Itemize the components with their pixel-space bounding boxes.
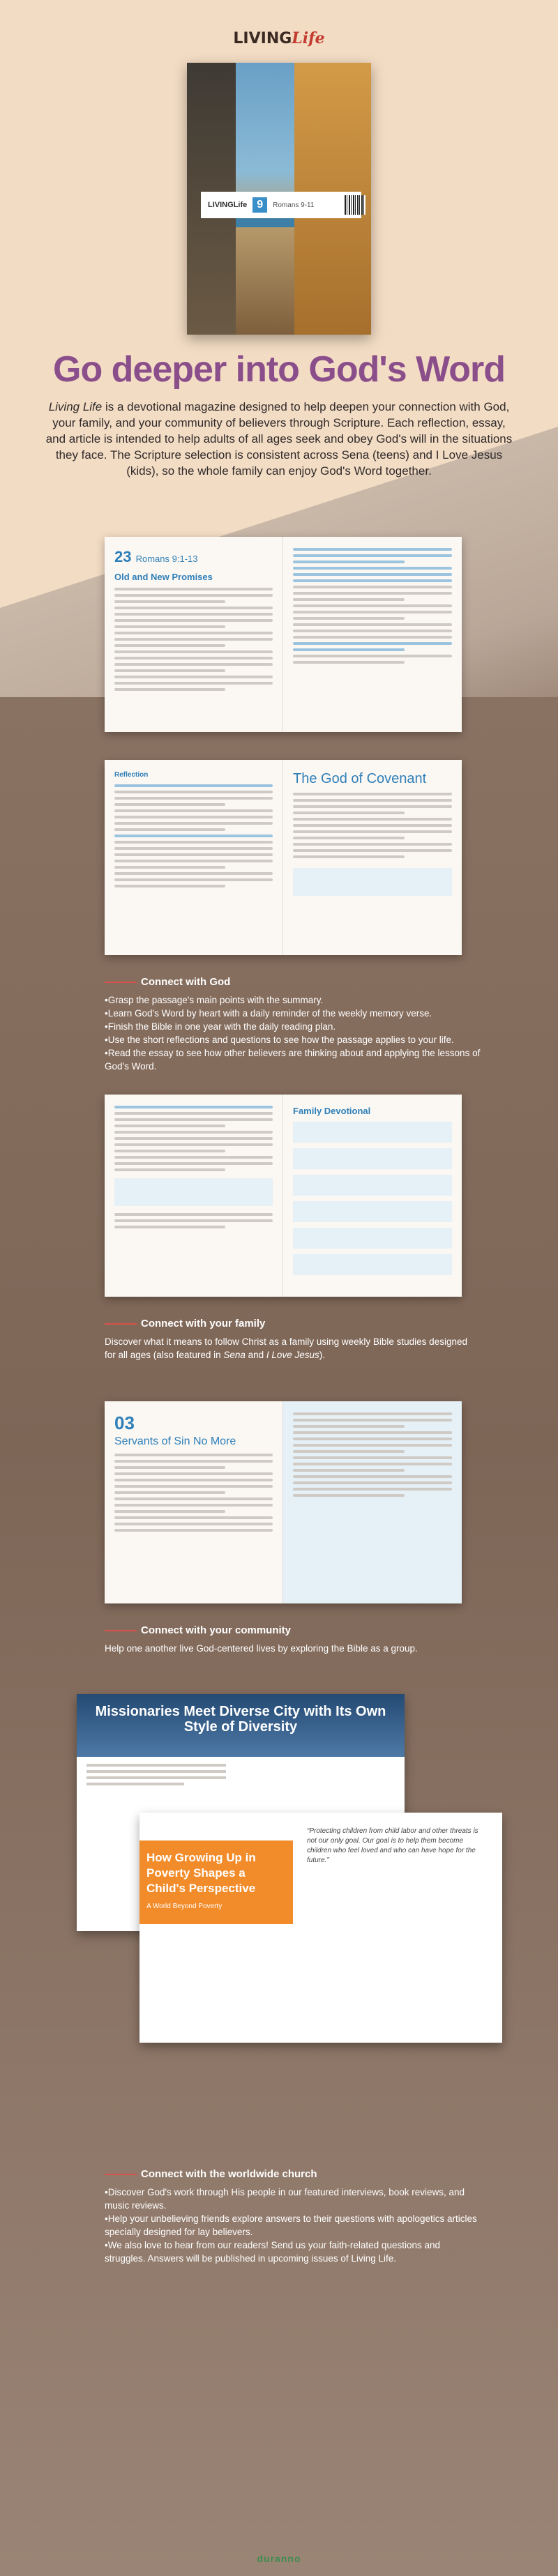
spread1-right-page [283, 537, 462, 732]
connect-god-bullet: • Finish the Bible in one year with the daily reading plan. [105, 1020, 481, 1033]
spread1-reference: Romans 9:1-13 [135, 554, 198, 564]
spread-reflection [105, 760, 462, 955]
spread3-left-page [105, 1095, 283, 1297]
page-headline: Go deeper into God's Word [53, 349, 505, 390]
spread4-title: Servants of Sin No More [114, 1435, 236, 1447]
cover-reference: Romans 9-11 [273, 201, 315, 209]
intro-paragraph [42, 399, 516, 479]
spread2-left-heading: Reflection [114, 771, 149, 779]
connect-god-bullets [105, 993, 481, 1073]
connect-church-bullet: • Discover God's work through His people in our featured interviews, book reviews, and music reviews. [105, 2186, 481, 2212]
connect-community-text: Help one another live God-centered lives by exploring the Bible as a group. [105, 1643, 418, 1654]
spread-daily-devotion [105, 537, 462, 732]
spread4-left-page [105, 1401, 283, 1603]
connect-church-bullets [105, 2186, 481, 2265]
living-life-logo: LIVINGLife [233, 29, 325, 47]
spread4-right-page [283, 1401, 462, 1603]
connect-family-text: Discover what it means to follow Christ as a family using weekly Bible studies designed for all ages (also featured in Sena and I Love Jesus). [105, 1336, 467, 1360]
connect-god-bullet: • Grasp the passage's main points with the summary. [105, 993, 481, 1007]
spread1-day-number: 23 Romans 9:1-13 [114, 548, 198, 565]
spread3-right-page [283, 1095, 462, 1297]
spread2-left-page [105, 760, 283, 955]
section-connect-family-heading: Connect with your family [105, 1318, 453, 1329]
magazine-cover [187, 63, 371, 335]
cover-brand: LIVINGLife [208, 201, 248, 209]
article-poverty [140, 1813, 502, 2043]
spread1-heading: Old and New Promises [114, 572, 213, 582]
spread3-title: Family Devotional [293, 1106, 371, 1116]
connect-church-bullet: • We also love to hear from our readers! Send us your faith-related questions and struggles. Answers will be published in upcoming issues of Living Life. [105, 2239, 481, 2265]
connect-church-bullet: • Help your unbelieving friends explore answers to their questions with apologetics articles specially designed for lay believers. [105, 2212, 481, 2239]
section-connect-god-heading: Connect with God [105, 976, 453, 988]
cover-label [201, 192, 361, 218]
cover-issue-number: 9 [252, 197, 267, 213]
connect-god-bullet: • Learn God's Word by heart with a daily reminder of the weekly memory verse. [105, 1007, 481, 1020]
article2-subtitle: A World Beyond Poverty [146, 1903, 223, 1910]
connect-god-bullet: • Read the essay to see how other believers are thinking about and applying the lessons of God's Word. [105, 1046, 481, 1073]
publisher-logo: duranno [257, 2553, 301, 2564]
spread1-left-page [105, 537, 283, 732]
spread3-activity-box [114, 1178, 273, 1206]
intro-magazine-name: Living Life [48, 400, 103, 413]
spread-small-group [105, 1401, 462, 1603]
article2-photo [140, 1917, 293, 2022]
intro-text: is a devotional magazine designed to help deepen your connection with God, your family, and your community of believers through Scripture. Each reflection, essay, and article is intended to help adults of all ages seek and obey God's will in the situations they face. The Scripture selection is consistent across Sena (teens) and I Love Jesus (kids), so the whole family can enjoy God's Word together. [45, 400, 513, 478]
spread-family-devotional [105, 1095, 462, 1297]
article1-title: Missionaries Meet Diverse City with Its Own Style of Diversity [77, 1694, 405, 1757]
spread2-right-page [283, 760, 462, 955]
connect-god-bullet: • Use the short reflections and questions to see how the passage applies to your life. [105, 1033, 481, 1046]
spread2-info-panel [293, 868, 452, 896]
article2-title: How Growing Up in Poverty Shapes a Child's Perspective A World Beyond Poverty [140, 1840, 293, 1924]
section-connect-church-heading: Connect with the worldwide church [105, 2168, 453, 2180]
spread2-title: The God of Covenant [293, 771, 427, 786]
article2-quote: “Protecting children from child labor and other threats is not our only goal. Our goal is to help them become children who feel loved and who can have hope for the future.” [307, 1827, 478, 1864]
spread4-number: 03 [114, 1412, 135, 1433]
barcode-icon [345, 195, 365, 215]
section-connect-community-heading: Connect with your community [105, 1624, 453, 1636]
